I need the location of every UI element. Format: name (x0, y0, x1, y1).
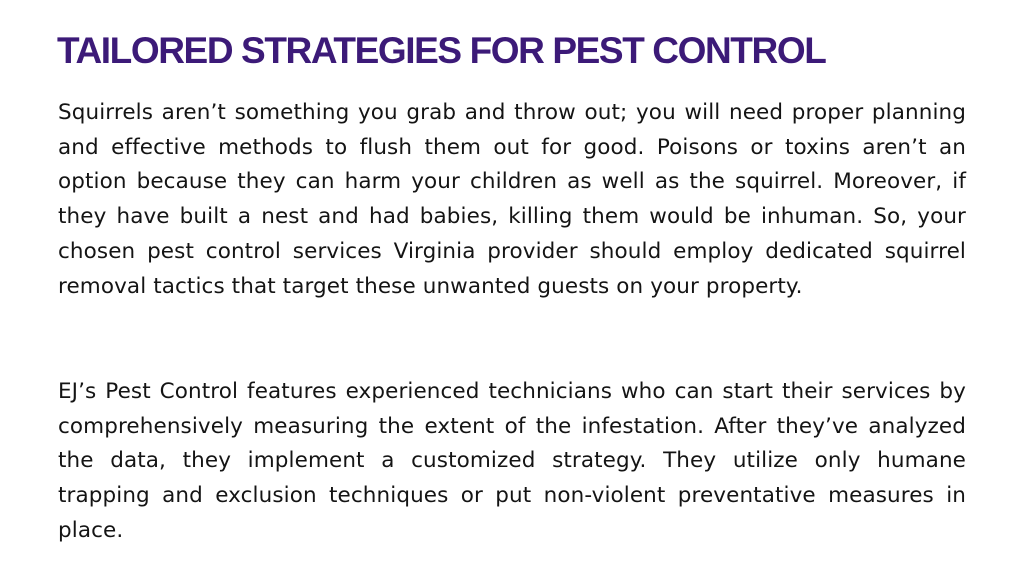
body-paragraph-ej-pest-control: EJ’s Pest Control features experienced technicians who can start their services by comprehensively measuring the extent of the infestation. After they’ve analyzed the data, they implement a customized strategy. They utilize only humane trapping and exclusion techniques or put non-violent preventative measures in place. (58, 379, 966, 543)
slide-title: TAILORED STRATEGIES FOR PEST CONTROL (57, 30, 826, 71)
body-paragraph-squirrels: Squirrels aren’t something you grab and throw out; you will need proper planning and effective methods to flush them out for good. Poisons or toxins aren’t an option because they can harm your children as well as the squirrel. Moreover, if they have built a nest and had babies, killing them would be inhuman. So, your chosen pest control services Virginia provider should employ dedicated squirrel removal tactics that target these unwanted guests on your property. (58, 100, 966, 299)
